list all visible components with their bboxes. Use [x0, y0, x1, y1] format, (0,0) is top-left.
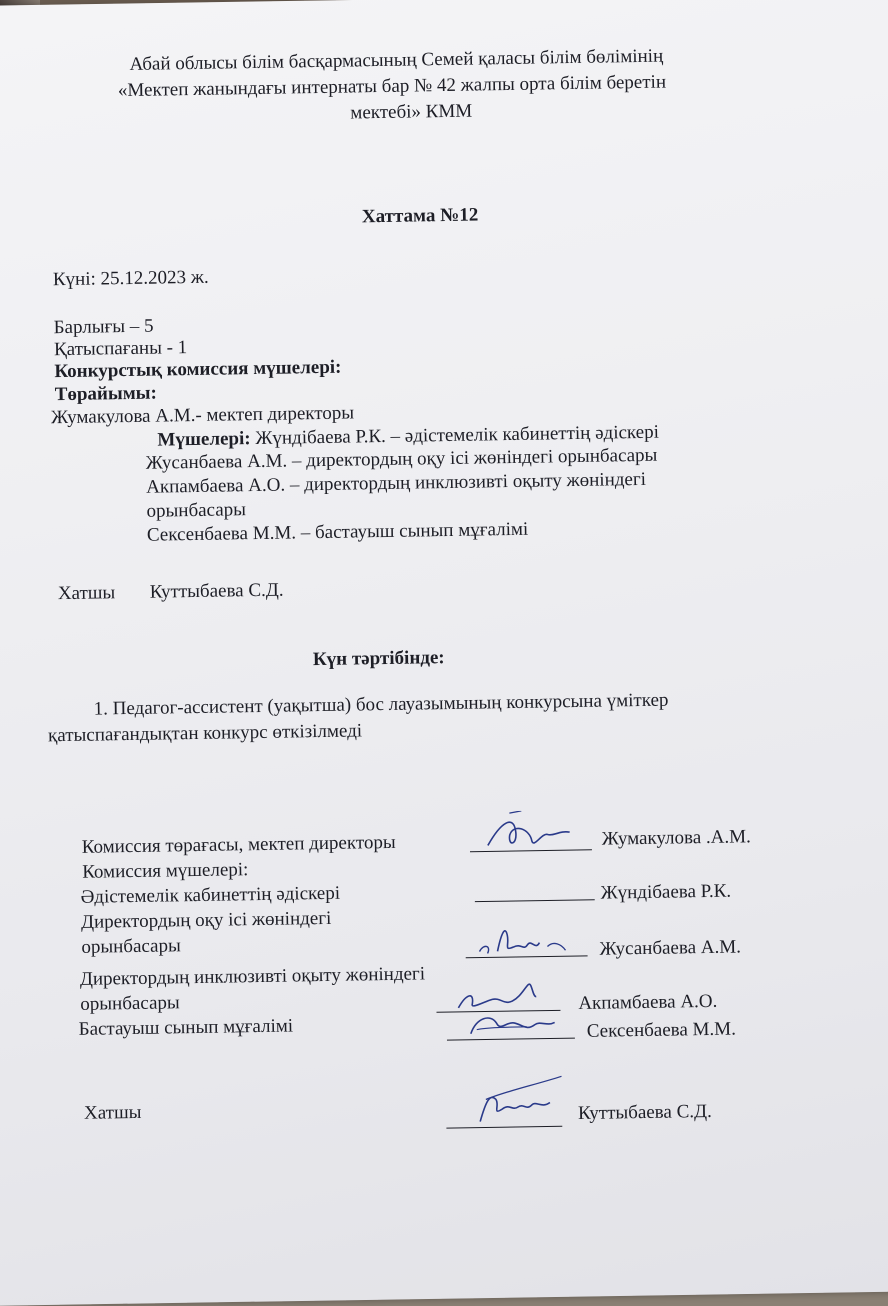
member-2: Жусанбаева А.М. – директордың оқу ісі жөніндегі орынбасары — [145, 444, 658, 474]
sig-chair-role: Комиссия төрағасы, мектеп директоры — [81, 831, 396, 858]
sig-m4-name: Сексенбаева М.М. — [586, 1018, 737, 1042]
sig-m2-role-line-2: орынбасары — [81, 935, 181, 958]
sig-m3-role-line-2: орынбасары — [80, 992, 180, 1015]
attendance-absent: Қатыспағаны - 1 — [53, 337, 188, 361]
header-line-1: Абай облысы білім басқармасының Семей қаласы білім бөлімінің — [129, 45, 664, 75]
sig-m3-role-line-1: Директордың инклюзивті оқыту жөніндегі — [79, 963, 426, 990]
sig-members-label: Комиссия мүшелері: — [82, 859, 249, 883]
agenda-heading: Күн тәртібінде: — [312, 647, 445, 671]
agenda-item-line-1: 1. Педагог-ассистент (уақытша) бос лауазымының конкурсына үміткер — [93, 689, 669, 720]
member-3: Акпамбаева А.О. – директордың инклюзивті оқыту жөніндегі — [146, 468, 647, 498]
sig-m4-role: Бастауыш сынып мұғалімі — [78, 1015, 294, 1040]
chair-signature — [469, 810, 594, 856]
members-heading: Мүшелері: — [157, 428, 251, 451]
sig-secretary-name: Куттыбаева С.Д. — [577, 1100, 712, 1125]
secretary-name: Куттыбаева С.Д. — [149, 579, 284, 603]
sig-m3-name: Акпамбаева А.О. — [578, 990, 718, 1015]
sig-m1-role: Әдістемелік кабинеттің әдіскері — [80, 882, 341, 908]
agenda-item-line-2: қатыспағандықтан конкурс өткізілмеді — [47, 720, 363, 747]
chair-heading: Төрайымы: — [54, 382, 158, 406]
sig-m2-role-line-1: Директордың оқу ісі жөніндегі — [80, 907, 332, 933]
member-1: Жүндібаева Р.К. – әдістемелік кабинеттің әдіскері — [255, 421, 660, 450]
header-line-3: мектебі» КММ — [350, 100, 473, 124]
sig-m2-name: Жусанбаева А.М. — [599, 936, 742, 960]
m1-signature-line — [474, 878, 596, 904]
document-title: Хаттама №12 — [361, 204, 479, 228]
sig-chair-name: Жумакулова .А.М. — [601, 826, 751, 850]
commission-heading: Конкурстық комиссия мүшелері: — [54, 356, 342, 383]
member-3-cont: орынбасары — [146, 499, 247, 522]
header-line-2: «Мектеп жанындағы интернаты бар № 42 жалпы орта білім беретін — [117, 71, 667, 102]
chair-name: Жумакулова А.М.- мектеп директоры — [50, 402, 355, 429]
member-4: Сексенбаева М.М. – бастауыш сынып мұғалімі — [146, 518, 529, 546]
m4-signature — [446, 1002, 577, 1044]
sig-m1-name: Жүндібаева Р.К. — [600, 880, 732, 904]
secretary-label: Хатшы — [57, 582, 116, 605]
secretary-signature — [445, 1070, 564, 1132]
m2-signature — [465, 920, 590, 962]
sig-secretary-role: Хатшы — [83, 1101, 142, 1124]
meeting-date: Күні: 25.12.2023 ж. — [52, 266, 209, 291]
attendance-total: Барлығы – 5 — [53, 315, 154, 339]
